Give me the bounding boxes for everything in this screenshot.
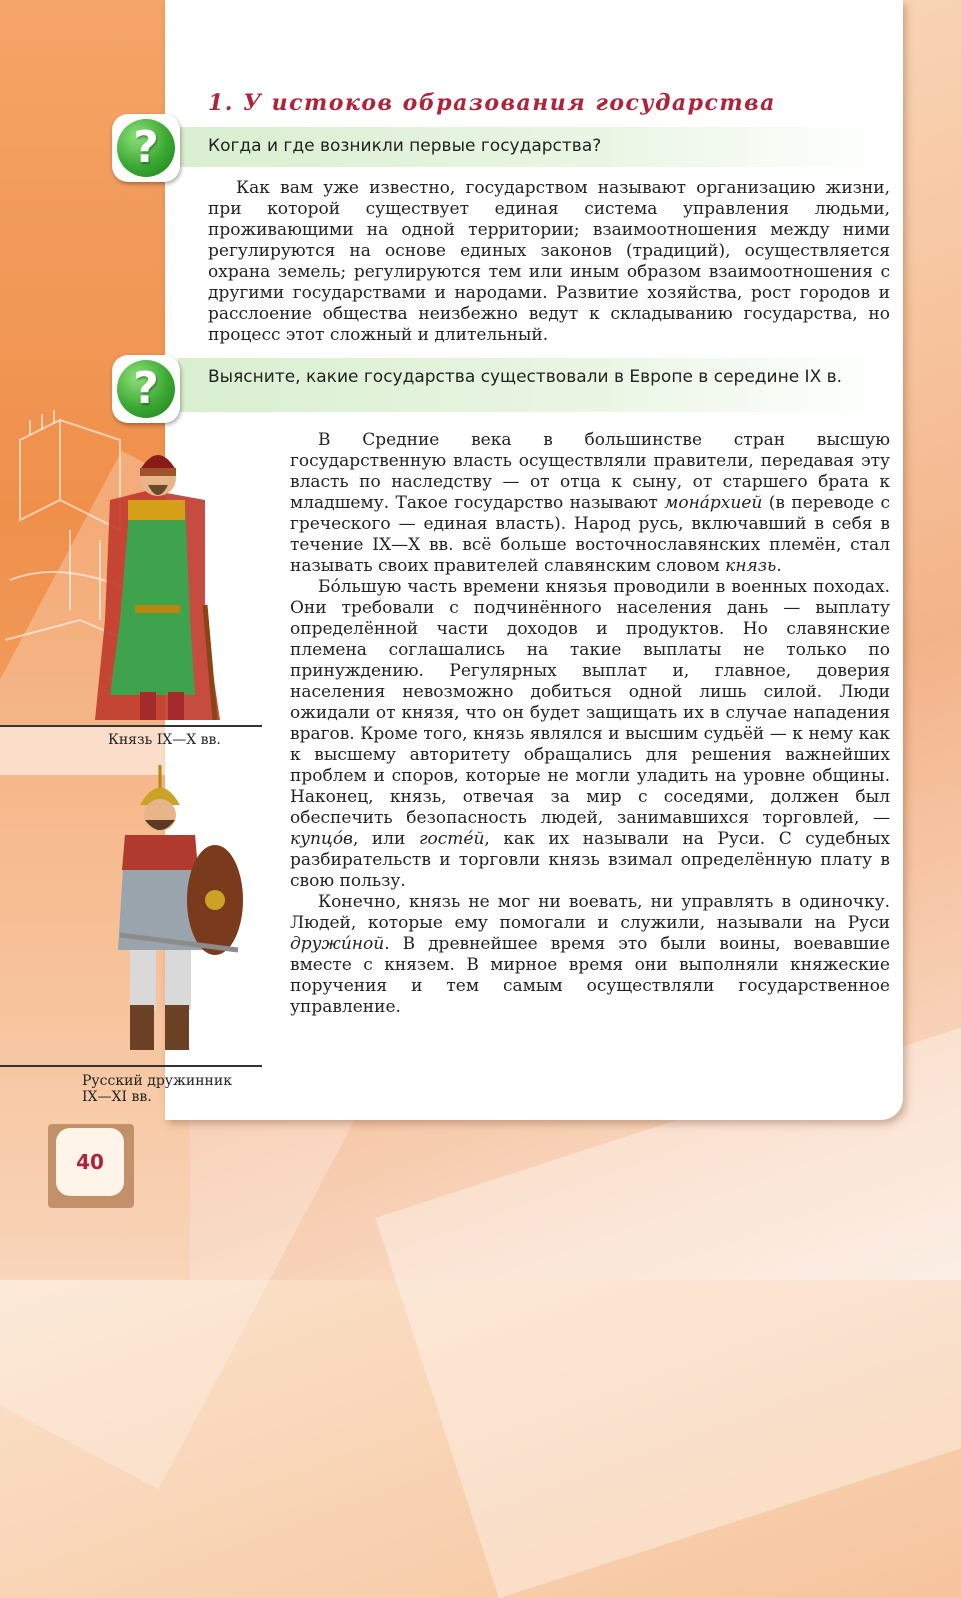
figure-prince bbox=[0, 420, 262, 750]
term: купцóв bbox=[290, 829, 353, 849]
caption: Князь IX—X вв. bbox=[108, 732, 221, 748]
question-icon: ? bbox=[112, 355, 180, 423]
term: гостéй bbox=[418, 829, 485, 849]
paragraph: Как вам уже известно, государством называют организацию жизни, при которой существует единая система управления людьми, проживающими на одной территории; взаимоотношения между ними регулируются на основе единых законов (традиций), осуществляется охрана земель; регулируются тем или иным образом взаимоотношения с другими государствами и народами. Развитие хозяйства, рост городов и расслоение общества неизбежно ведут к складыванию государства, но процесс этот сложный и длительный. bbox=[208, 178, 890, 345]
question-text: Выясните, какие государства существовали в Европе в середине IX в. bbox=[208, 367, 843, 387]
question-text: Когда и где возникли первые государства? bbox=[208, 136, 602, 156]
term: князь bbox=[725, 556, 777, 576]
warrior-illustration bbox=[0, 760, 262, 1060]
figure-warrior bbox=[0, 760, 262, 1070]
term: дружи́ной bbox=[290, 934, 385, 954]
paragraph: Бóльшую часть времени князья проводили в военных походах. Они требовали с подчинённого населения дань — выплату определённой части доходов и продуктов. Но славянские племена соглашались на такие выплаты не только по принуждению. Регулярных выплат и, главное, доверия населения невозможно добиться одной лишь силой. Люди ожидали от князя, что он будет защищать их в случае нападения врагов. Кроме того, князь являлся и высшим судьёй — к нему как к высшему авторитету обращались для решения важнейших проблем и споров, которые не могли уладить на уровне общины. Наконец, князь, отвечая за мир с соседями, должен был обеспечить безопасность людей, занимавшихся торговлей, — купцóв, или гостéй, как их называли на Руси. С судебных разбирательств и торговли князь взимал определённую плату в свою пользу. bbox=[290, 577, 891, 891]
paragraph-block bbox=[208, 178, 890, 346]
paragraph: В Средние века в большинстве стран высшую государственную власть осуществляли правители, передавая эту власть по наследству — от отца к сыну, от старшего брата к младшему. Такое государство называют мона́рхией (в переводе с греческого — единая власть). Народ русь, включавший в себя в течение IX—X вв. всё больше восточнославянских племён, стал называть своих правителей славянским словом князь. bbox=[290, 430, 890, 576]
caption-rule bbox=[0, 1065, 262, 1067]
prince-illustration bbox=[0, 420, 262, 720]
page-number: 40 bbox=[56, 1128, 124, 1196]
caption-rule bbox=[0, 725, 262, 727]
paragraph-block bbox=[290, 430, 890, 1018]
question-icon: ? bbox=[112, 114, 180, 182]
term: мона́рхией bbox=[664, 493, 763, 513]
paragraph: Конечно, князь не мог ни воевать, ни управлять в одиночку. Людей, которые ему помогали и служили, называли на Руси дружи́ной. В древнейшее время это были воины, воевавшие вместе с князем. В мирное время они выполняли княжеские поручения и тем самым осуществляли государственное управление. bbox=[290, 892, 890, 1017]
caption: Русский дружинник IX—XI вв. bbox=[82, 1073, 232, 1105]
section-title: 1. У истоков образования государства bbox=[208, 90, 776, 116]
